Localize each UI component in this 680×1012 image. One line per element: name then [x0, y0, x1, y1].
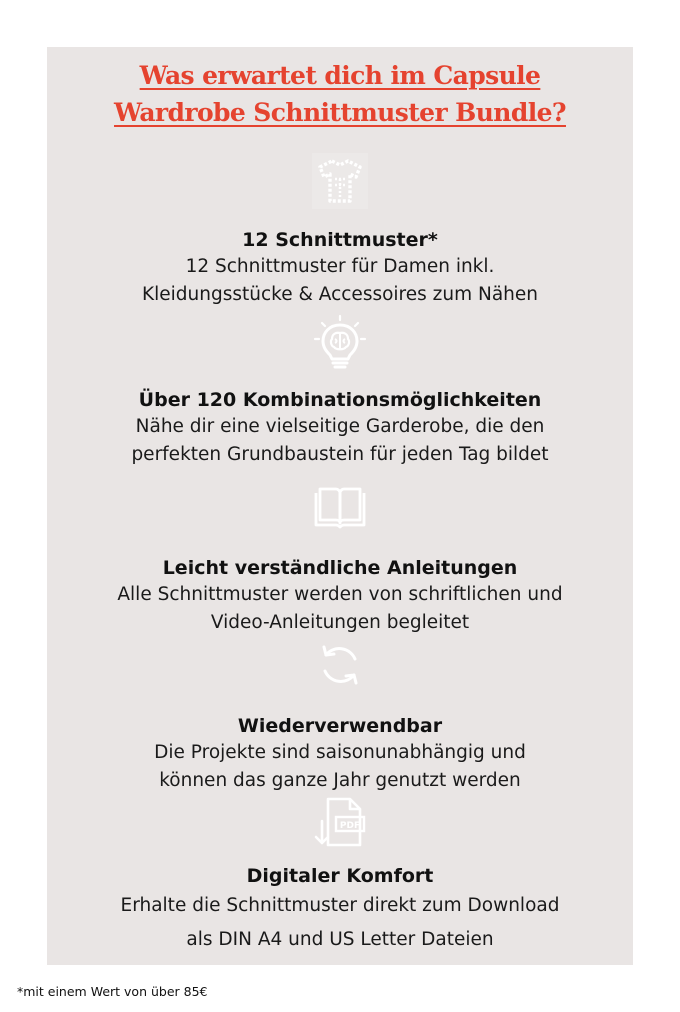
feature-description: 12 Schnittmuster für Damen inkl. Kleidungsstücke & Accessoires zum Nähen — [141, 256, 538, 305]
info-panel — [47, 47, 633, 965]
feature-description: Alle Schnittmuster werden von schriftlichen und Video-Anleitungen begleitet — [117, 584, 563, 633]
feature-title: Über 120 Kombinationsmöglichkeiten — [138, 389, 542, 411]
title-line-2: Wardrobe Schnittmuster Bundle? — [114, 98, 566, 127]
feature-instructions — [47, 479, 633, 637]
title-line-1: Was erwartet dich im Capsule — [139, 61, 541, 90]
refresh-icon — [310, 635, 370, 695]
svg-text:PDF: PDF — [339, 821, 361, 831]
feature-digital — [47, 793, 633, 957]
footnote: *mit einem Wert von über 85€ — [17, 984, 208, 999]
feature-title: Digitaler Komfort — [246, 865, 434, 887]
feature-patterns — [47, 151, 633, 309]
feature-title: Leicht verständliche Anleitungen — [162, 557, 518, 579]
page-title — [47, 57, 633, 131]
feature-description: Die Projekte sind saisonunabhängig und können das ganze Jahr genutzt werden — [154, 742, 526, 791]
lightbulb-brain-icon — [310, 313, 370, 373]
pdf-download-icon — [310, 793, 370, 853]
feature-reusable — [47, 635, 633, 795]
open-book-icon — [310, 479, 370, 539]
feature-title: 12 Schnittmuster* — [242, 229, 438, 251]
feature-description: Nähe dir eine vielseitige Garderobe, die den perfekten Grundbaustein für jeden Tag bildet — [131, 416, 549, 465]
shirt-icon — [310, 151, 370, 211]
feature-description: Erhalte die Schnittmuster direkt zum Download als DIN A4 und US Letter Dateien — [120, 895, 560, 950]
feature-title: Wiederverwendbar — [237, 715, 443, 737]
feature-combinations — [47, 313, 633, 469]
